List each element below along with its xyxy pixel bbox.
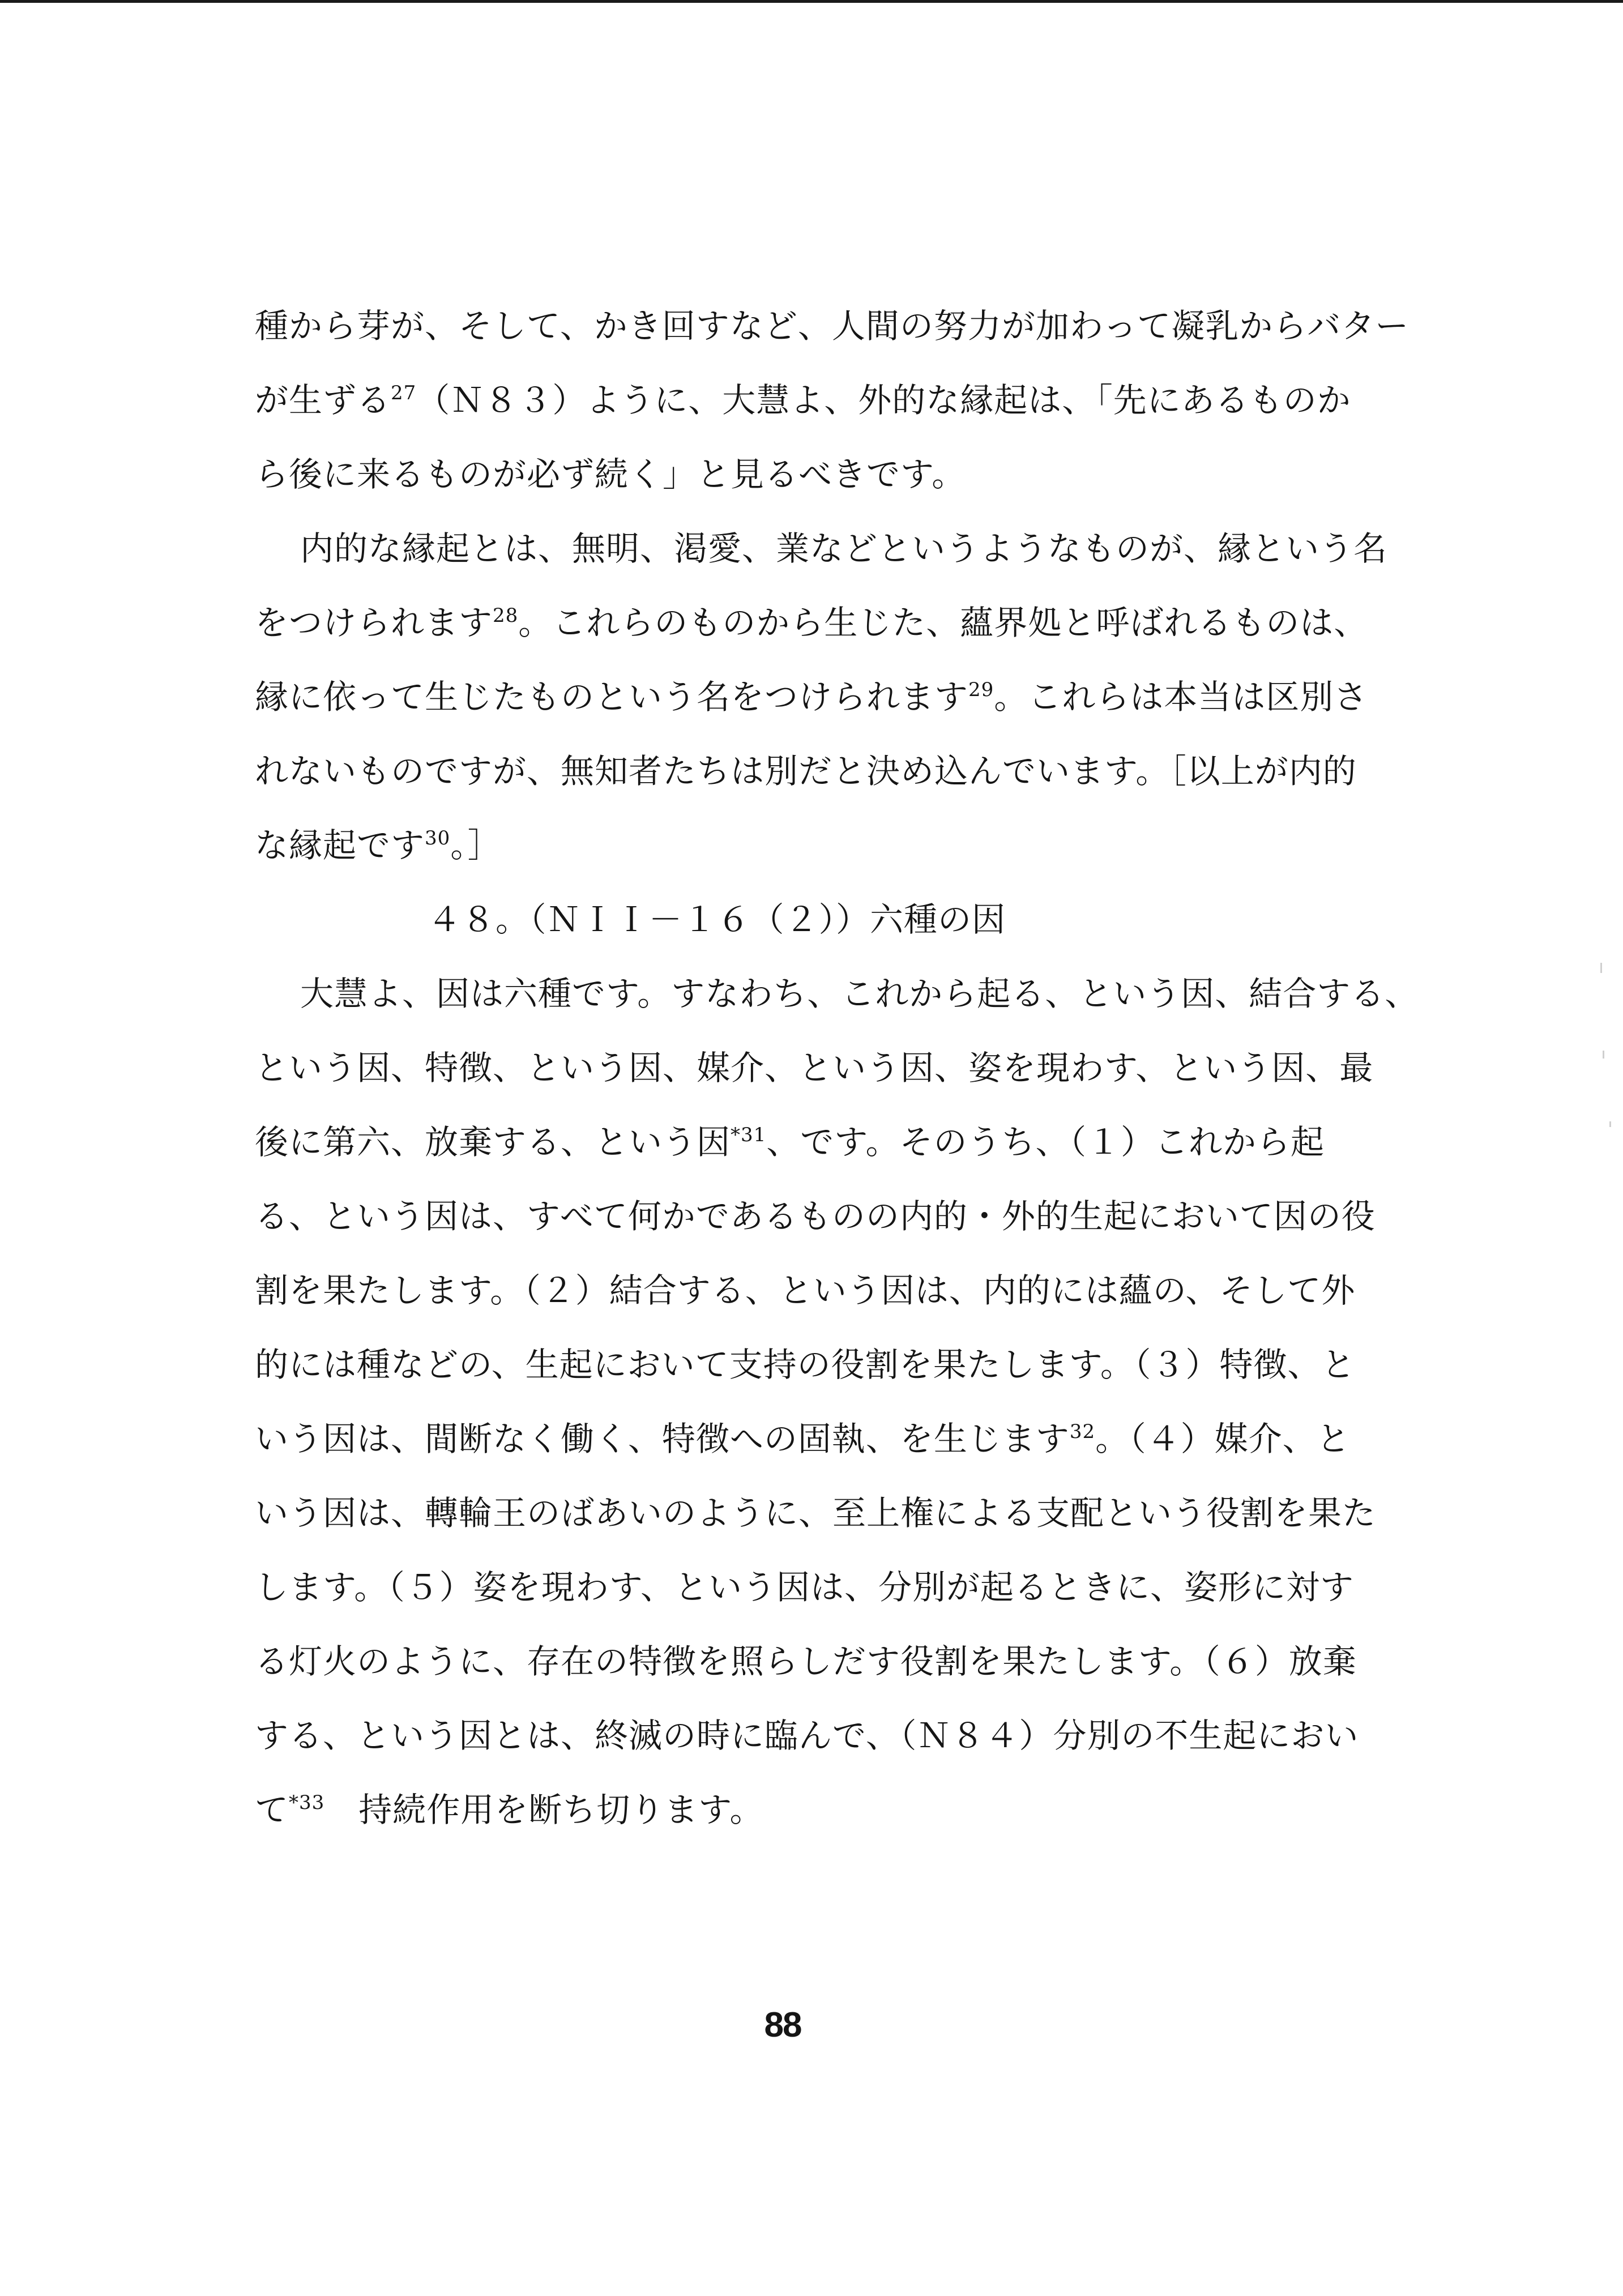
text-line: いう因は、間断なく働く、特徴への固執、を生じます$^{32}$。（４）媒介、と (255, 1419, 1351, 1458)
text-line: します。（５）姿を現わす、という因は、分別が起るときに、姿形に対す (255, 1568, 1355, 1607)
text-line: 的には種などの、生起において支持の役割を果たします。（３）特徴、と (255, 1345, 1356, 1384)
text-line: 内的な縁起とは、無明、渇愛、業などというようなものが、縁という名 (300, 529, 1388, 568)
footnote-ref: 27 (391, 382, 417, 404)
scan-speck (1603, 1051, 1604, 1059)
text-line: 縁に依って生じたものという名をつけられます$^{29}$。これらは本当は区別さ (255, 677, 1368, 716)
top-border-line (0, 0, 1623, 3)
text-line: いう因は、轉輪王のばあいのように、至上権による支配という役割を果た (255, 1493, 1377, 1533)
footnote-ref: 32 (1069, 1420, 1096, 1443)
text-line: て$^{*33}$ 持続作用を断ち切ります。 (255, 1790, 764, 1829)
page-number: 88 (764, 2005, 801, 2045)
text-line: れないものですが、無知者たちは別だと決め込んでいます。［以上が内的 (255, 752, 1357, 791)
text-line: をつけられます$^{28}$。これらのものから生じた、蘊界処と呼ばれるものは、 (255, 603, 1368, 642)
text-line: 大慧よ、因は六種です。すなわち、これから起る、という因、結合する、 (300, 974, 1419, 1013)
text-line: な縁起です$^{30}$。］ (255, 826, 502, 865)
scan-speck (1609, 1121, 1611, 1127)
section-heading: ４８。（ＮＩＩ－１６（２））六種の因 (428, 900, 1006, 939)
text-line: る、という因は、すべて何かであるものの内的・外的生起において因の役 (255, 1197, 1376, 1236)
footnote-ref: 29 (968, 678, 994, 701)
page-body (255, 289, 1419, 1847)
text-line: 種から芽が、そして、かき回すなど、人間の努力が加わって凝乳からバター (255, 306, 1410, 345)
footnote-ref: 28 (493, 604, 519, 627)
text-line: 後に第六、放棄する、という因$^{*31}$、です。そのうち、（１）これから起 (255, 1123, 1325, 1162)
footnote-ref: *33 (289, 1791, 325, 1814)
text-line: が生ずる$^{27}$（Ｎ８３）ように、大慧よ、外的な縁起は、「先にあるものか (255, 381, 1351, 420)
text-line: 割を果たします。（２）結合する、という因は、内的には蘊の、そして外 (255, 1271, 1356, 1310)
scan-speck (1600, 963, 1602, 973)
text-line: する、という因とは、終滅の時に臨んで、（Ｎ８４）分別の不生起におい (255, 1716, 1359, 1755)
text-line: る灯火のように、存在の特徴を照らしだす役割を果たします。（６）放棄 (255, 1642, 1357, 1681)
footnote-ref: *31 (731, 1124, 767, 1146)
text-line: ら後に来るものが必ず続く」と見るべきです。 (255, 455, 966, 494)
text-line: という因、特徴、という因、媒介、という因、姿を現わす、という因、最 (255, 1048, 1374, 1087)
footnote-ref: 30 (425, 827, 451, 850)
